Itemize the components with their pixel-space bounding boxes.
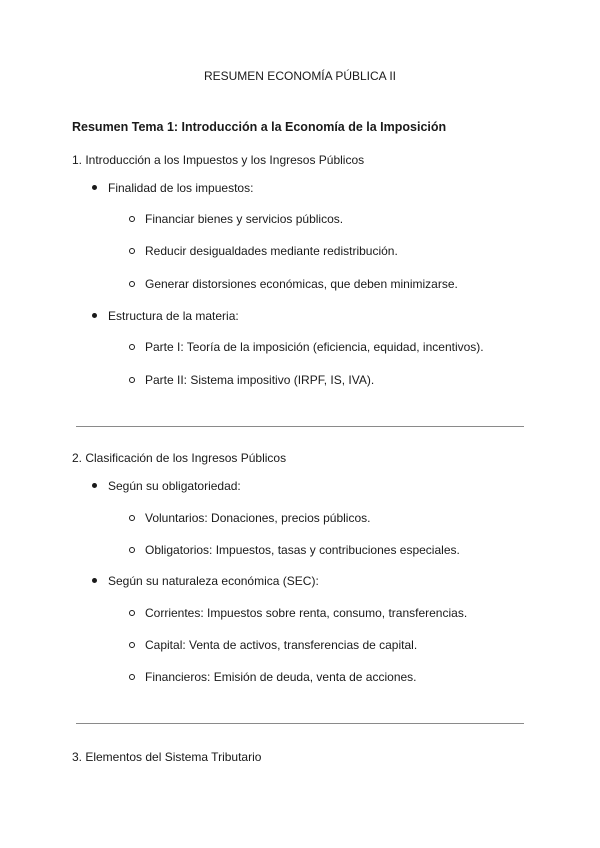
list-item: Generar distorsiones económicas, que deben minimizarse.: [145, 277, 458, 291]
group-label-finalidad: Finalidad de los impuestos:: [108, 181, 254, 195]
list-item: Obligatorios: Impuestos, tasas y contribuciones especiales.: [145, 543, 460, 557]
list-item: Parte II: Sistema impositivo (IRPF, IS, IVA).: [145, 373, 375, 387]
list-item: Reducir desigualdades mediante redistribución.: [145, 244, 398, 258]
group-label-naturaleza: Según su naturaleza económica (SEC):: [108, 574, 319, 588]
section-heading-1: 1. Introducción a los Impuestos y los Ingresos Públicos: [72, 153, 365, 167]
group-label-estructura: Estructura de la materia:: [108, 309, 239, 323]
list-item: Voluntarios: Donaciones, precios públicos.: [145, 511, 371, 525]
section-heading-3: 3. Elementos del Sistema Tributario: [72, 750, 262, 764]
section-divider: [76, 723, 524, 724]
list-item: Financiar bienes y servicios públicos.: [145, 212, 344, 226]
section-divider: [76, 426, 524, 427]
list-item: Parte I: Teoría de la imposición (eficiencia, equidad, incentivos).: [145, 340, 484, 354]
list-item: Financieros: Emisión de deuda, venta de acciones.: [145, 670, 417, 684]
list-item: Corrientes: Impuestos sobre renta, consumo, transferencias.: [145, 606, 468, 620]
list-item: Capital: Venta de activos, transferencias de capital.: [145, 638, 418, 652]
group-label-obligatoriedad: Según su obligatoriedad:: [108, 479, 241, 493]
tema-heading: Resumen Tema 1: Introducción a la Economía de la Imposición: [72, 120, 447, 134]
section-heading-2: 2. Clasificación de los Ingresos Públicos: [72, 451, 287, 465]
document-title: RESUMEN ECONOMÍA PÚBLICA II: [203, 69, 397, 83]
